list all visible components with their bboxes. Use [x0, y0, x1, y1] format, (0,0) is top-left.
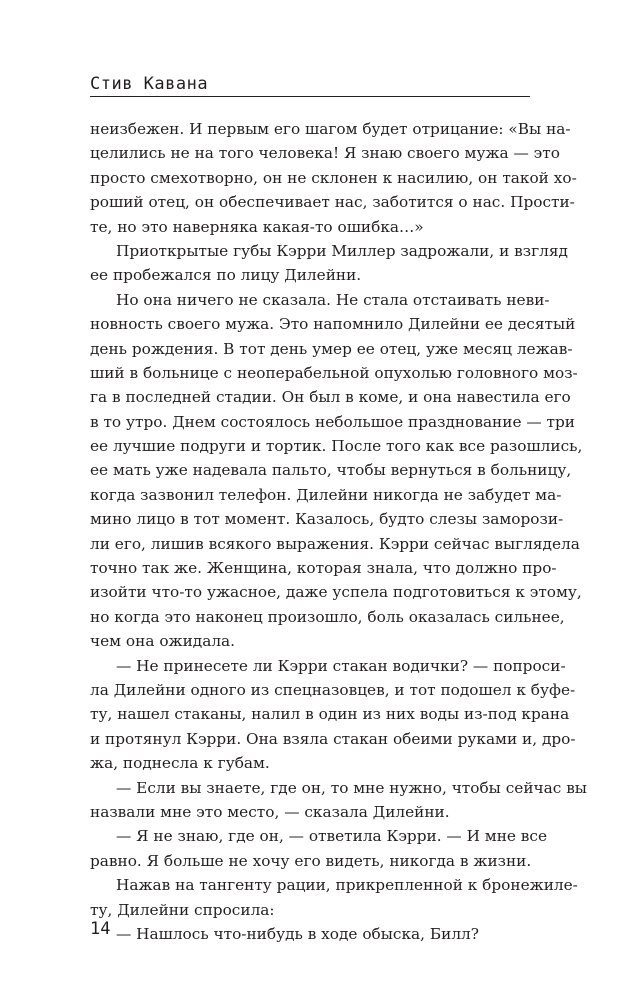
text-line: день рождения. В тот день умер ее отец, уже месяц лежав-	[90, 339, 573, 358]
text-line: изойти что-то ужасное, даже успела подготовиться к этому,	[90, 583, 582, 602]
text-line: — Нашлось что-нибудь в ходе обыска, Билл?	[116, 924, 479, 943]
body-text	[90, 117, 587, 946]
text-line: — Если вы знаете, где он, то мне нужно, чтобы сейчас вы	[116, 778, 587, 797]
text-line: Нажав на тангенту рации, прикрепленной к бронежиле-	[116, 876, 578, 895]
text-line: ту, Дилейни спросила:	[90, 900, 275, 919]
text-line: ее мать уже надевала пальто, чтобы вернуться в больницу,	[90, 461, 572, 480]
text-line: чем она ожидала.	[90, 632, 236, 651]
text-line: ли его, лишив всякого выражения. Кэрри сейчас выглядела	[90, 534, 580, 553]
text-line: просто смехотворно, он не склонен к насилию, он такой хо-	[90, 168, 577, 187]
text-line: когда зазвонил телефон. Дилейни никогда не забудет ма-	[90, 485, 562, 504]
text-line: новность своего мужа. Это напомнило Дилейни ее десятый	[90, 315, 576, 334]
text-line: ее пробежался по лицу Дилейни.	[90, 266, 362, 285]
text-line: те, но это наверняка какая-то ошибка…»	[90, 217, 424, 236]
text-line: назвали мне это место, — сказала Дилейни.	[90, 802, 450, 821]
text-line: точно так же. Женщина, которая знала, что должно про-	[90, 559, 557, 578]
text-line: га в последней стадии. Он был в коме, и она навестила его	[90, 388, 571, 407]
text-line: ту, нашел стаканы, налил в один из них воды из-под крана	[90, 705, 570, 724]
text-line: — Не принесете ли Кэрри стакан водички? — попроси-	[116, 656, 566, 675]
text-line: мино лицо в тот момент. Казалось, будто слезы заморози-	[90, 510, 564, 529]
text-line: равно. Я больше не хочу его видеть, никогда в жизни.	[90, 851, 532, 870]
text-line: Но она ничего не сказала. Не стала отстаивать неви-	[116, 290, 550, 309]
text-line: жа, поднесла к губам.	[90, 754, 270, 773]
page-number: 14	[90, 919, 111, 939]
text-line: Приоткрытые губы Кэрри Миллер задрожали, и взгляд	[116, 241, 568, 260]
header-rule	[90, 96, 530, 97]
text-line: целились не на того человека! Я знаю своего мужа — это	[90, 144, 560, 163]
text-line: неизбежен. И первым его шагом будет отрицание: «Вы на-	[90, 120, 571, 138]
running-head: Стив Кавана	[90, 74, 209, 94]
text-line: в то утро. Днем состоялось небольшое празднование — три	[90, 412, 575, 431]
text-line: ший в больнице с неоперабельной опухолью головного моз-	[90, 363, 578, 382]
text-line: но когда это наконец произошло, боль оказалась сильнее,	[90, 607, 565, 626]
text-line: и протянул Кэрри. Она взяла стакан обеими руками и, дро-	[90, 729, 576, 748]
text-line: — Я не знаю, где он, — ответила Кэрри. — И мне все	[116, 827, 548, 846]
text-line: ее лучшие подруги и тортик. После того как все разошлись,	[90, 437, 583, 456]
text-line: роший отец, он обеспечивает нас, заботится о нас. Прости-	[90, 193, 575, 212]
text-line: ла Дилейни одного из спецназовцев, и тот подошел к буфе-	[90, 680, 576, 699]
